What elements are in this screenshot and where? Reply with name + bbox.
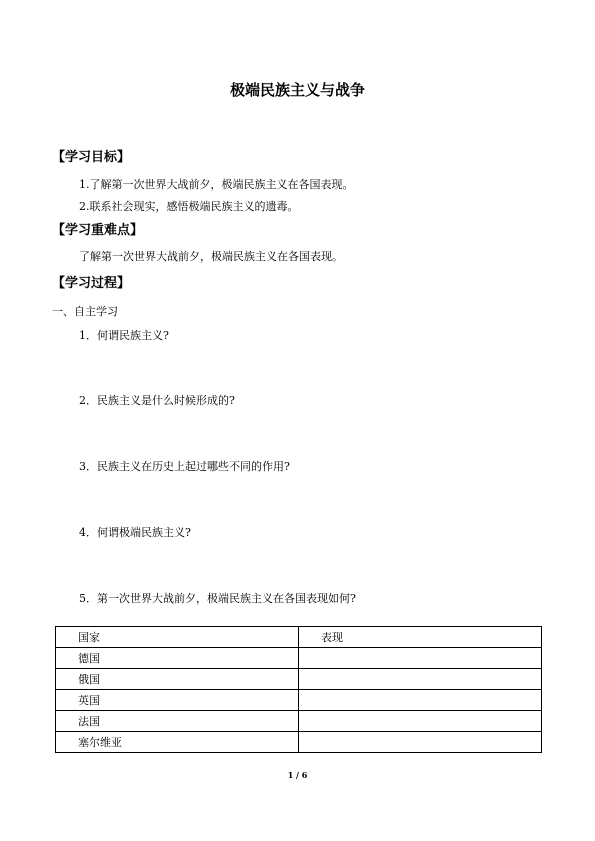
- table-header-row: [56, 627, 542, 648]
- table-cell-expression[interactable]: [299, 711, 542, 732]
- objective-item-2: 2.联系社会现实，感悟极端民族主义的遗毒。: [79, 200, 299, 213]
- question-3: 3．民族主义在历史上起过哪些不同的作用?: [79, 460, 290, 473]
- key-points-text: 了解第一次世界大战前夕，极端民族主义在各国表现。: [79, 250, 343, 263]
- country-expression-table: [55, 626, 542, 753]
- table-header-expression: 表现: [299, 627, 542, 648]
- question-4: 4．何谓极端民族主义?: [79, 526, 191, 539]
- table-cell-expression[interactable]: [299, 690, 542, 711]
- objectives-heading: 【学习目标】: [52, 150, 131, 165]
- table-row: [56, 690, 542, 711]
- page-number: 1 / 6: [287, 770, 308, 780]
- table-row: [56, 711, 542, 732]
- table-cell-country: 英国: [56, 690, 299, 711]
- table-cell-country: 俄国: [56, 669, 299, 690]
- table-header-country: 国家: [56, 627, 299, 648]
- question-5: 5．第一次世界大战前夕，极端民族主义在各国表现如何?: [79, 592, 356, 605]
- objective-item-1: 1.了解第一次世界大战前夕，极端民族主义在各国表现。: [79, 178, 354, 191]
- key-points-heading: 【学习重难点】: [52, 223, 144, 238]
- table-cell-expression[interactable]: [299, 648, 542, 669]
- process-heading: 【学习过程】: [52, 276, 131, 291]
- page-title: 极端民族主义与战争: [229, 81, 365, 99]
- table-cell-country: 德国: [56, 648, 299, 669]
- table-cell-country: 法国: [56, 711, 299, 732]
- table-cell-country: 塞尔维亚: [56, 732, 299, 753]
- question-2: 2．民族主义是什么时候形成的?: [79, 394, 235, 407]
- table-cell-expression[interactable]: [299, 732, 542, 753]
- table-row: [56, 648, 542, 669]
- question-1: 1．何谓民族主义?: [79, 329, 169, 342]
- table-cell-expression[interactable]: [299, 669, 542, 690]
- table-row: [56, 669, 542, 690]
- self-study-section: 一、自主学习: [52, 305, 118, 318]
- table-row: [56, 732, 542, 753]
